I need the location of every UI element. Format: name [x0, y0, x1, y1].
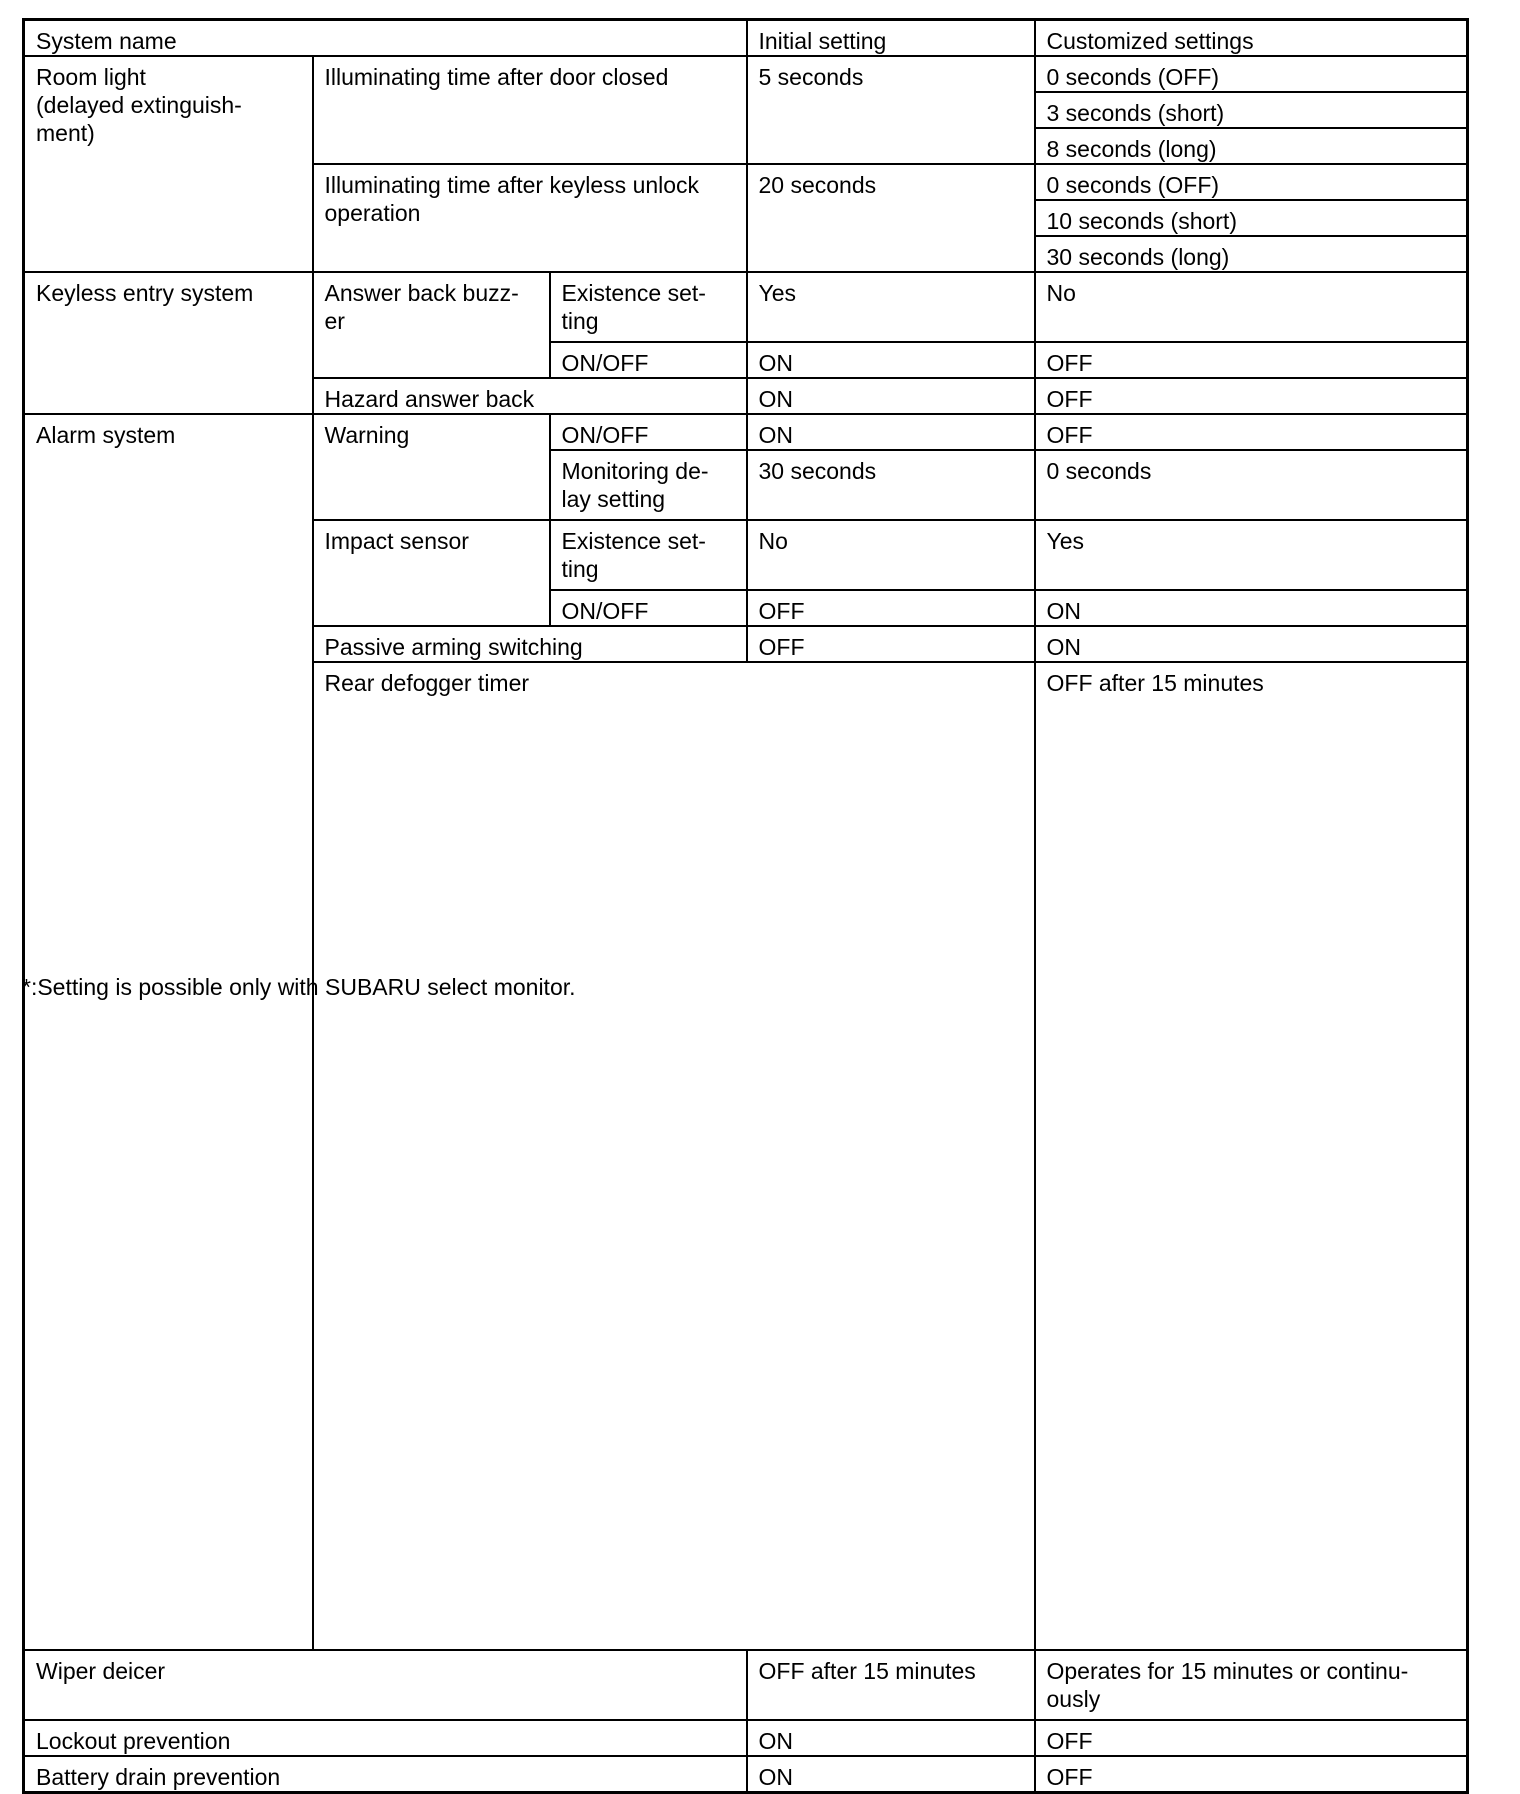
table-row — [24, 1720, 1468, 1756]
header-system-name: System name — [24, 20, 747, 57]
rear-defogger-initial: OFF after 15 minutes — [1035, 662, 1468, 1650]
table-row — [24, 272, 1468, 342]
table-row — [24, 414, 1468, 450]
battery-drain-custom: OFF — [1035, 1756, 1468, 1793]
keyless-entry-name: Keyless entry system — [24, 272, 313, 414]
buzzer-onoff-initial: ON — [747, 342, 1035, 378]
warning-onoff-custom: OFF — [1035, 414, 1468, 450]
hazard-custom: OFF — [1035, 378, 1468, 414]
alarm-system-name: Alarm system — [24, 414, 313, 1650]
table-row — [24, 56, 1468, 92]
rear-defogger-label: Rear defogger timer — [313, 662, 1035, 1650]
warning-label: Warning — [313, 414, 550, 520]
wiper-deicer-custom: Operates for 15 minutes or continu- ously — [1035, 1650, 1468, 1720]
header-row — [24, 20, 1468, 57]
door-closed-option: 0 seconds (OFF) — [1035, 56, 1468, 92]
impact-existence-label: Existence set- ting — [550, 520, 747, 590]
keyless-unlock-option: 10 seconds (short) — [1035, 200, 1468, 236]
lockout-custom: OFF — [1035, 1720, 1468, 1756]
table-row — [24, 1650, 1468, 1720]
battery-drain-label: Battery drain prevention — [24, 1756, 747, 1793]
passive-arming-label: Passive arming switching — [313, 626, 747, 662]
room-light-name: Room light (delayed extinguish- ment) — [24, 56, 313, 272]
door-closed-initial: 5 seconds — [747, 56, 1035, 164]
warning-onoff-initial: ON — [747, 414, 1035, 450]
door-closed-option: 3 seconds (short) — [1035, 92, 1468, 128]
impact-sensor-label: Impact sensor — [313, 520, 550, 626]
header-customized-settings: Customized settings — [1035, 20, 1468, 57]
monitoring-delay-custom: 0 seconds — [1035, 450, 1468, 520]
wiper-deicer-initial: OFF after 15 minutes — [747, 1650, 1035, 1720]
monitoring-delay-initial: 30 seconds — [747, 450, 1035, 520]
passive-arming-initial: OFF — [747, 626, 1035, 662]
door-closed-option: 8 seconds (long) — [1035, 128, 1468, 164]
wiper-deicer-label: Wiper deicer — [24, 1650, 747, 1720]
impact-onoff-label: ON/OFF — [550, 590, 747, 626]
header-initial-setting: Initial setting — [747, 20, 1035, 57]
keyless-unlock-option: 0 seconds (OFF) — [1035, 164, 1468, 200]
buzzer-existence-initial: Yes — [747, 272, 1035, 342]
answer-back-buzzer-label: Answer back buzz- er — [313, 272, 550, 378]
table-row — [24, 1756, 1468, 1793]
buzzer-existence-custom: No — [1035, 272, 1468, 342]
hazard-answer-back-label: Hazard answer back — [313, 378, 747, 414]
impact-onoff-initial: OFF — [747, 590, 1035, 626]
impact-onoff-custom: ON — [1035, 590, 1468, 626]
settings-table — [22, 18, 1469, 1794]
passive-arming-custom: ON — [1035, 626, 1468, 662]
door-closed-label: Illuminating time after door closed — [313, 56, 747, 164]
footnote: *:Setting is possible only with SUBARU select monitor. — [22, 974, 576, 1000]
buzzer-onoff-label: ON/OFF — [550, 342, 747, 378]
impact-existence-initial: No — [747, 520, 1035, 590]
warning-onoff-label: ON/OFF — [550, 414, 747, 450]
hazard-initial: ON — [747, 378, 1035, 414]
monitoring-delay-label: Monitoring de- lay setting — [550, 450, 747, 520]
impact-existence-custom: Yes — [1035, 520, 1468, 590]
buzzer-onoff-custom: OFF — [1035, 342, 1468, 378]
keyless-unlock-label: Illuminating time after keyless unlock operation — [313, 164, 747, 272]
keyless-unlock-option: 30 seconds (long) — [1035, 236, 1468, 272]
keyless-unlock-initial: 20 seconds — [747, 164, 1035, 272]
buzzer-existence-label: Existence set- ting — [550, 272, 747, 342]
lockout-initial: ON — [747, 1720, 1035, 1756]
lockout-label: Lockout prevention — [24, 1720, 747, 1756]
battery-drain-initial: ON — [747, 1756, 1035, 1793]
